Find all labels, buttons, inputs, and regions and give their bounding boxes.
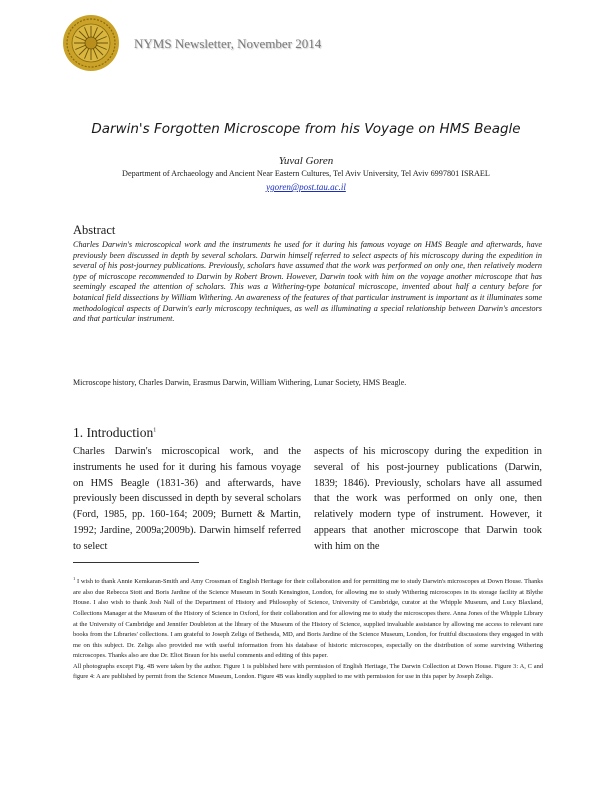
footnote-reference[interactable]: 1 <box>153 427 157 434</box>
newsletter-header-title: NYMS Newsletter, November 2014 <box>134 36 322 51</box>
keywords-line: Microscope history, Charles Darwin, Erasmus Darwin, William Withering, Lunar Society, HMS Beagle. <box>73 378 407 387</box>
footnote-1-text: I wish to thank Annie Kemkaran-Smith and Amy Crossman of English Heritage for their collaboration and for permitting me to study Darwin's microscopes at Down House. Thanks are also due Rebecca Stott and Boris Jardine of the Science Museum in South Kensington, London, for allowing me to study Withering microscopes in its storage facility at Blythe House. I also wish to thank Josh Nall of the Department of History and Philosophy of Science, University of Cambridge, curator at the Whipple Museum, and Lucy Blaxland, Collections Manager at the Museum of the History of Science in Oxford, for their collaboration and for allowing me to study the microscopes there. Anna Jones of the Whipple Library at the University of Cambridge and Jennifer Doubleton at the library of the Museum of the History of Science, supplied invaluable assistance by allowing me access to relevant rare books from the Libraries' collections. I am grateful to Joseph Zeligs of Bethesda, MD, and Boris Jardine of the Science Museum, London, for fruitful discussions they engaged in with me on this subject. Dr. Zeligs also provided me with useful information from his database of historic microscopes, especially on the distribution of some surviving Withering microscopes. Thanks also are due Dr. Eliot Braun for his useful comments and editing of this paper. <box>73 578 544 660</box>
footnote-1 <box>73 574 543 662</box>
introduction-column-right: aspects of his microscopy during the expedition in several of his post-journey publications (Darwin, 1839; 1846). Previously, scholars have all assumed that the work was performed on only one, then relatively modern type of instrument. However, it appears that another microscope that Darwin took with him on the <box>314 446 542 552</box>
author-affiliation: Department of Archaeology and Ancient Near Eastern Cultures, Tel Aviv University, Tel Aviv 6997801 ISRAEL <box>122 169 490 178</box>
nyms-seal-logo <box>62 14 120 72</box>
footnote-photo-credits: All photographs except Fig. 4B were taken by the author. Figure 1 is published here with permission of English Heritage, The Darwin Collection at Down House. Figure 3: A, C and figure 4: A are published by permit from the Science Museum, London. Figure 4B was kindly supplied to me with permission for use in this paper by Joseph Zeligs. <box>73 662 543 681</box>
footnote-separator <box>73 562 199 563</box>
author-email-link[interactable]: ygoren@post.tau.ac.il <box>266 182 346 192</box>
author-name: Yuval Goren <box>278 155 334 167</box>
abstract-heading: Abstract <box>73 223 116 237</box>
introduction-heading-text: 1. Introduction <box>73 425 154 440</box>
footnote-marker: 1 <box>73 576 76 581</box>
paper-title: Darwin's Forgotten Microscope from his Voyage on HMS Beagle <box>91 121 521 137</box>
introduction-column-left: Charles Darwin's microscopical work, and the instruments he used for it during his famous voyage on HMS Beagle (1831-36) and afterwards, have previously been discussed in depth by several scholars (Ford, 1985, pp. 160-164; 2009; Burnett & Martin, 1992; Jardine, 2009a;2009b). Darwin himself referred to select <box>73 446 301 552</box>
abstract-text: Charles Darwin's microscopical work and the instruments he used for it during his famous voyage on HMS Beagle and afterwards, have previously been discussed in depth by several scholars. Darwin himself referred to select aspects of his microscopy during the expedition in several of his post-journey publications. Previously, scholars have assumed that the work was performed on only one, then relatively modern type of microscope recommended to Darwin by Robert Brown. However, Darwin took with him on the voyage another microscope that has seemingly escaped the attention of scholars. This was a Withering-type botanical microscope, invented about half a century before for botanical field dissections by William Withering. An awareness of the features of that particular instrument is important as it illuminates some methodological aspects of Darwin's early microscopy techniques, as well as illuminating a special relationship between Darwin's ancestors and that particular instrument. <box>73 240 542 324</box>
introduction-heading <box>73 425 156 441</box>
footnotes-block <box>73 574 543 683</box>
